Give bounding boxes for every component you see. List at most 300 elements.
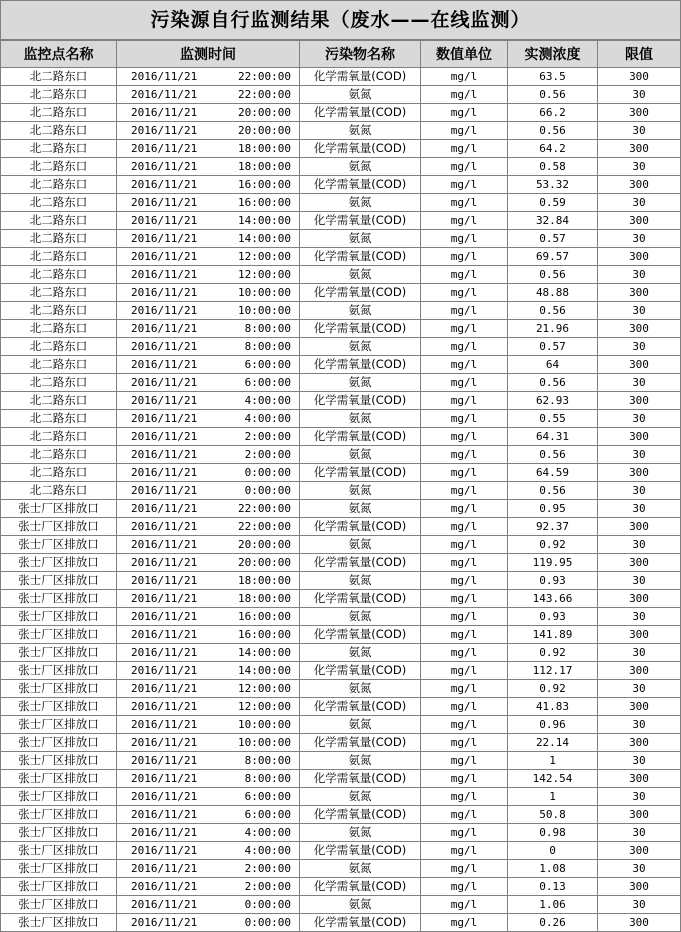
cell-pollutant: 氨氮 bbox=[300, 266, 421, 284]
cell-clock: 12:00:00 bbox=[238, 268, 291, 281]
cell-date: 2016/11/21 bbox=[131, 520, 198, 533]
cell-pollutant: 化学需氧量(COD) bbox=[300, 842, 421, 860]
table-row bbox=[1, 788, 681, 806]
cell-value: 143.66 bbox=[508, 590, 598, 608]
cell-unit: mg/l bbox=[421, 140, 508, 158]
cell-unit: mg/l bbox=[421, 230, 508, 248]
cell-value: 0.92 bbox=[508, 644, 598, 662]
cell-limit: 300 bbox=[598, 176, 681, 194]
cell-time bbox=[117, 104, 300, 122]
cell-limit: 300 bbox=[598, 662, 681, 680]
cell-site: 张士厂区排放口 bbox=[1, 878, 117, 896]
cell-date: 2016/11/21 bbox=[131, 286, 198, 299]
cell-clock: 20:00:00 bbox=[238, 556, 291, 569]
cell-pollutant: 化学需氧量(COD) bbox=[300, 518, 421, 536]
cell-clock: 2:00:00 bbox=[244, 862, 291, 875]
cell-site: 张士厂区排放口 bbox=[1, 716, 117, 734]
cell-time bbox=[117, 644, 300, 662]
cell-limit: 300 bbox=[598, 68, 681, 86]
cell-value: 0.56 bbox=[508, 86, 598, 104]
cell-pollutant: 氨氮 bbox=[300, 824, 421, 842]
cell-value: 50.8 bbox=[508, 806, 598, 824]
cell-pollutant: 化学需氧量(COD) bbox=[300, 176, 421, 194]
cell-value: 66.2 bbox=[508, 104, 598, 122]
cell-limit: 30 bbox=[598, 752, 681, 770]
cell-limit: 300 bbox=[598, 626, 681, 644]
cell-value: 0.58 bbox=[508, 158, 598, 176]
table-row bbox=[1, 464, 681, 482]
cell-site: 北二路东口 bbox=[1, 140, 117, 158]
cell-date: 2016/11/21 bbox=[131, 250, 198, 263]
cell-value: 0.13 bbox=[508, 878, 598, 896]
cell-site: 张士厂区排放口 bbox=[1, 770, 117, 788]
cell-unit: mg/l bbox=[421, 680, 508, 698]
cell-unit: mg/l bbox=[421, 176, 508, 194]
table-row bbox=[1, 302, 681, 320]
table-row bbox=[1, 644, 681, 662]
cell-site: 张士厂区排放口 bbox=[1, 590, 117, 608]
table-row bbox=[1, 374, 681, 392]
cell-unit: mg/l bbox=[421, 446, 508, 464]
cell-limit: 30 bbox=[598, 410, 681, 428]
cell-pollutant: 氨氮 bbox=[300, 482, 421, 500]
cell-date: 2016/11/21 bbox=[131, 304, 198, 317]
cell-clock: 14:00:00 bbox=[238, 664, 291, 677]
cell-pollutant: 氨氮 bbox=[300, 338, 421, 356]
cell-unit: mg/l bbox=[421, 194, 508, 212]
cell-value: 141.89 bbox=[508, 626, 598, 644]
cell-time bbox=[117, 482, 300, 500]
table-row bbox=[1, 410, 681, 428]
cell-clock: 12:00:00 bbox=[238, 250, 291, 263]
cell-date: 2016/11/21 bbox=[131, 358, 198, 371]
cell-value: 21.96 bbox=[508, 320, 598, 338]
cell-value: 0.56 bbox=[508, 446, 598, 464]
cell-limit: 300 bbox=[598, 392, 681, 410]
cell-clock: 18:00:00 bbox=[238, 574, 291, 587]
cell-value: 0.95 bbox=[508, 500, 598, 518]
cell-unit: mg/l bbox=[421, 608, 508, 626]
cell-limit: 30 bbox=[598, 194, 681, 212]
cell-limit: 300 bbox=[598, 842, 681, 860]
cell-time bbox=[117, 716, 300, 734]
table-row bbox=[1, 230, 681, 248]
cell-unit: mg/l bbox=[421, 518, 508, 536]
cell-clock: 16:00:00 bbox=[238, 196, 291, 209]
cell-pollutant: 氨氮 bbox=[300, 536, 421, 554]
cell-time bbox=[117, 86, 300, 104]
cell-clock: 12:00:00 bbox=[238, 700, 291, 713]
cell-clock: 14:00:00 bbox=[238, 232, 291, 245]
cell-limit: 30 bbox=[598, 680, 681, 698]
table-row bbox=[1, 266, 681, 284]
cell-clock: 8:00:00 bbox=[244, 772, 291, 785]
cell-clock: 18:00:00 bbox=[238, 142, 291, 155]
cell-unit: mg/l bbox=[421, 572, 508, 590]
cell-limit: 30 bbox=[598, 302, 681, 320]
cell-time bbox=[117, 410, 300, 428]
cell-pollutant: 化学需氧量(COD) bbox=[300, 392, 421, 410]
cell-clock: 16:00:00 bbox=[238, 178, 291, 191]
cell-unit: mg/l bbox=[421, 410, 508, 428]
cell-value: 0 bbox=[508, 842, 598, 860]
cell-clock: 14:00:00 bbox=[238, 214, 291, 227]
col-header-pollutant: 污染物名称 bbox=[300, 41, 421, 68]
table-row bbox=[1, 248, 681, 266]
cell-limit: 300 bbox=[598, 140, 681, 158]
cell-time bbox=[117, 518, 300, 536]
cell-date: 2016/11/21 bbox=[131, 574, 198, 587]
cell-clock: 2:00:00 bbox=[244, 880, 291, 893]
cell-pollutant: 化学需氧量(COD) bbox=[300, 68, 421, 86]
cell-site: 北二路东口 bbox=[1, 230, 117, 248]
cell-date: 2016/11/21 bbox=[131, 628, 198, 641]
cell-unit: mg/l bbox=[421, 788, 508, 806]
cell-site: 张士厂区排放口 bbox=[1, 608, 117, 626]
cell-date: 2016/11/21 bbox=[131, 862, 198, 875]
cell-site: 张士厂区排放口 bbox=[1, 788, 117, 806]
cell-unit: mg/l bbox=[421, 644, 508, 662]
cell-time bbox=[117, 428, 300, 446]
table-row bbox=[1, 896, 681, 914]
cell-date: 2016/11/21 bbox=[131, 214, 198, 227]
cell-value: 22.14 bbox=[508, 734, 598, 752]
cell-date: 2016/11/21 bbox=[131, 88, 198, 101]
cell-pollutant: 化学需氧量(COD) bbox=[300, 464, 421, 482]
cell-unit: mg/l bbox=[421, 284, 508, 302]
cell-clock: 4:00:00 bbox=[244, 412, 291, 425]
cell-date: 2016/11/21 bbox=[131, 682, 198, 695]
cell-time bbox=[117, 572, 300, 590]
cell-value: 0.26 bbox=[508, 914, 598, 932]
cell-limit: 30 bbox=[598, 716, 681, 734]
cell-date: 2016/11/21 bbox=[131, 430, 198, 443]
cell-date: 2016/11/21 bbox=[131, 412, 198, 425]
cell-pollutant: 氨氮 bbox=[300, 122, 421, 140]
cell-date: 2016/11/21 bbox=[131, 340, 198, 353]
cell-date: 2016/11/21 bbox=[131, 124, 198, 137]
cell-time bbox=[117, 914, 300, 932]
cell-value: 0.57 bbox=[508, 230, 598, 248]
table-row bbox=[1, 194, 681, 212]
table-row bbox=[1, 536, 681, 554]
cell-pollutant: 化学需氧量(COD) bbox=[300, 284, 421, 302]
cell-limit: 300 bbox=[598, 878, 681, 896]
cell-unit: mg/l bbox=[421, 662, 508, 680]
cell-clock: 12:00:00 bbox=[238, 682, 291, 695]
cell-site: 张士厂区排放口 bbox=[1, 824, 117, 842]
table-row bbox=[1, 104, 681, 122]
cell-pollutant: 氨氮 bbox=[300, 896, 421, 914]
cell-limit: 300 bbox=[598, 698, 681, 716]
cell-clock: 10:00:00 bbox=[238, 718, 291, 731]
cell-site: 北二路东口 bbox=[1, 428, 117, 446]
cell-value: 0.56 bbox=[508, 482, 598, 500]
cell-clock: 22:00:00 bbox=[238, 88, 291, 101]
cell-limit: 300 bbox=[598, 320, 681, 338]
table-row bbox=[1, 590, 681, 608]
cell-pollutant: 氨氮 bbox=[300, 788, 421, 806]
cell-pollutant: 化学需氧量(COD) bbox=[300, 590, 421, 608]
cell-site: 张士厂区排放口 bbox=[1, 680, 117, 698]
cell-limit: 30 bbox=[598, 266, 681, 284]
cell-limit: 30 bbox=[598, 644, 681, 662]
cell-date: 2016/11/21 bbox=[131, 736, 198, 749]
cell-unit: mg/l bbox=[421, 770, 508, 788]
cell-site: 北二路东口 bbox=[1, 374, 117, 392]
cell-site: 北二路东口 bbox=[1, 104, 117, 122]
cell-value: 1.08 bbox=[508, 860, 598, 878]
cell-clock: 4:00:00 bbox=[244, 844, 291, 857]
cell-value: 69.57 bbox=[508, 248, 598, 266]
cell-value: 64.2 bbox=[508, 140, 598, 158]
cell-site: 张士厂区排放口 bbox=[1, 662, 117, 680]
cell-time bbox=[117, 374, 300, 392]
cell-value: 0.98 bbox=[508, 824, 598, 842]
cell-date: 2016/11/21 bbox=[131, 160, 198, 173]
cell-time bbox=[117, 284, 300, 302]
cell-time bbox=[117, 68, 300, 86]
cell-clock: 10:00:00 bbox=[238, 304, 291, 317]
cell-value: 1.06 bbox=[508, 896, 598, 914]
cell-clock: 0:00:00 bbox=[244, 916, 291, 929]
cell-clock: 6:00:00 bbox=[244, 808, 291, 821]
cell-value: 0.55 bbox=[508, 410, 598, 428]
cell-date: 2016/11/21 bbox=[131, 808, 198, 821]
cell-limit: 30 bbox=[598, 86, 681, 104]
cell-time bbox=[117, 356, 300, 374]
cell-site: 张士厂区排放口 bbox=[1, 896, 117, 914]
cell-date: 2016/11/21 bbox=[131, 592, 198, 605]
cell-pollutant: 化学需氧量(COD) bbox=[300, 914, 421, 932]
cell-pollutant: 化学需氧量(COD) bbox=[300, 428, 421, 446]
cell-value: 92.37 bbox=[508, 518, 598, 536]
cell-date: 2016/11/21 bbox=[131, 178, 198, 191]
cell-limit: 300 bbox=[598, 806, 681, 824]
table-row bbox=[1, 860, 681, 878]
cell-site: 北二路东口 bbox=[1, 464, 117, 482]
cell-value: 0.56 bbox=[508, 302, 598, 320]
cell-time bbox=[117, 176, 300, 194]
cell-limit: 30 bbox=[598, 158, 681, 176]
cell-pollutant: 化学需氧量(COD) bbox=[300, 770, 421, 788]
cell-date: 2016/11/21 bbox=[131, 880, 198, 893]
cell-pollutant: 氨氮 bbox=[300, 500, 421, 518]
cell-unit: mg/l bbox=[421, 86, 508, 104]
cell-time bbox=[117, 860, 300, 878]
cell-time bbox=[117, 770, 300, 788]
cell-date: 2016/11/21 bbox=[131, 232, 198, 245]
cell-date: 2016/11/21 bbox=[131, 610, 198, 623]
cell-unit: mg/l bbox=[421, 464, 508, 482]
cell-value: 0.93 bbox=[508, 608, 598, 626]
cell-value: 119.95 bbox=[508, 554, 598, 572]
cell-clock: 22:00:00 bbox=[238, 520, 291, 533]
cell-site: 张士厂区排放口 bbox=[1, 914, 117, 932]
cell-time bbox=[117, 734, 300, 752]
cell-value: 0.92 bbox=[508, 680, 598, 698]
cell-site: 北二路东口 bbox=[1, 176, 117, 194]
cell-site: 张士厂区排放口 bbox=[1, 500, 117, 518]
cell-clock: 22:00:00 bbox=[238, 70, 291, 83]
cell-site: 北二路东口 bbox=[1, 68, 117, 86]
table-row bbox=[1, 482, 681, 500]
cell-clock: 4:00:00 bbox=[244, 394, 291, 407]
cell-clock: 16:00:00 bbox=[238, 610, 291, 623]
cell-pollutant: 化学需氧量(COD) bbox=[300, 104, 421, 122]
table-row bbox=[1, 608, 681, 626]
table-row bbox=[1, 356, 681, 374]
cell-date: 2016/11/21 bbox=[131, 754, 198, 767]
cell-unit: mg/l bbox=[421, 590, 508, 608]
cell-limit: 300 bbox=[598, 554, 681, 572]
cell-value: 0.93 bbox=[508, 572, 598, 590]
cell-site: 张士厂区排放口 bbox=[1, 752, 117, 770]
table-row bbox=[1, 698, 681, 716]
cell-site: 北二路东口 bbox=[1, 482, 117, 500]
cell-pollutant: 化学需氧量(COD) bbox=[300, 878, 421, 896]
cell-date: 2016/11/21 bbox=[131, 646, 198, 659]
table-row bbox=[1, 428, 681, 446]
table-row bbox=[1, 122, 681, 140]
cell-value: 48.88 bbox=[508, 284, 598, 302]
cell-pollutant: 氨氮 bbox=[300, 194, 421, 212]
table-row bbox=[1, 716, 681, 734]
cell-limit: 300 bbox=[598, 914, 681, 932]
cell-unit: mg/l bbox=[421, 392, 508, 410]
cell-time bbox=[117, 500, 300, 518]
cell-pollutant: 化学需氧量(COD) bbox=[300, 320, 421, 338]
cell-limit: 30 bbox=[598, 374, 681, 392]
cell-pollutant: 氨氮 bbox=[300, 608, 421, 626]
cell-pollutant: 氨氮 bbox=[300, 752, 421, 770]
cell-pollutant: 化学需氧量(COD) bbox=[300, 248, 421, 266]
cell-clock: 6:00:00 bbox=[244, 358, 291, 371]
col-header-unit: 数值单位 bbox=[421, 41, 508, 68]
cell-limit: 30 bbox=[598, 338, 681, 356]
cell-time bbox=[117, 320, 300, 338]
cell-time bbox=[117, 878, 300, 896]
cell-value: 0.56 bbox=[508, 122, 598, 140]
table-row bbox=[1, 554, 681, 572]
cell-pollutant: 化学需氧量(COD) bbox=[300, 662, 421, 680]
cell-site: 北二路东口 bbox=[1, 446, 117, 464]
cell-time bbox=[117, 266, 300, 284]
cell-date: 2016/11/21 bbox=[131, 916, 198, 929]
table-row bbox=[1, 158, 681, 176]
cell-site: 张士厂区排放口 bbox=[1, 536, 117, 554]
table-row bbox=[1, 392, 681, 410]
cell-limit: 30 bbox=[598, 608, 681, 626]
cell-date: 2016/11/21 bbox=[131, 772, 198, 785]
cell-time bbox=[117, 752, 300, 770]
cell-unit: mg/l bbox=[421, 104, 508, 122]
cell-pollutant: 化学需氧量(COD) bbox=[300, 734, 421, 752]
cell-date: 2016/11/21 bbox=[131, 826, 198, 839]
cell-limit: 300 bbox=[598, 212, 681, 230]
cell-limit: 300 bbox=[598, 104, 681, 122]
cell-site: 北二路东口 bbox=[1, 302, 117, 320]
cell-unit: mg/l bbox=[421, 338, 508, 356]
cell-unit: mg/l bbox=[421, 500, 508, 518]
cell-time bbox=[117, 248, 300, 266]
cell-clock: 10:00:00 bbox=[238, 736, 291, 749]
cell-site: 张士厂区排放口 bbox=[1, 554, 117, 572]
cell-clock: 2:00:00 bbox=[244, 448, 291, 461]
cell-pollutant: 氨氮 bbox=[300, 572, 421, 590]
cell-site: 张士厂区排放口 bbox=[1, 734, 117, 752]
cell-value: 0.59 bbox=[508, 194, 598, 212]
cell-pollutant: 氨氮 bbox=[300, 86, 421, 104]
cell-site: 北二路东口 bbox=[1, 320, 117, 338]
cell-time bbox=[117, 608, 300, 626]
cell-unit: mg/l bbox=[421, 374, 508, 392]
cell-site: 北二路东口 bbox=[1, 158, 117, 176]
cell-site: 北二路东口 bbox=[1, 338, 117, 356]
col-header-limit: 限值 bbox=[598, 41, 681, 68]
cell-time bbox=[117, 392, 300, 410]
table-row bbox=[1, 320, 681, 338]
cell-pollutant: 氨氮 bbox=[300, 158, 421, 176]
cell-limit: 30 bbox=[598, 230, 681, 248]
cell-pollutant: 化学需氧量(COD) bbox=[300, 356, 421, 374]
cell-date: 2016/11/21 bbox=[131, 142, 198, 155]
cell-time bbox=[117, 896, 300, 914]
cell-clock: 8:00:00 bbox=[244, 340, 291, 353]
table-row bbox=[1, 500, 681, 518]
table-row bbox=[1, 770, 681, 788]
cell-clock: 4:00:00 bbox=[244, 826, 291, 839]
cell-clock: 14:00:00 bbox=[238, 646, 291, 659]
cell-unit: mg/l bbox=[421, 122, 508, 140]
table-row bbox=[1, 734, 681, 752]
table-row bbox=[1, 680, 681, 698]
table-row bbox=[1, 752, 681, 770]
cell-value: 32.84 bbox=[508, 212, 598, 230]
cell-date: 2016/11/21 bbox=[131, 268, 198, 281]
col-header-site: 监控点名称 bbox=[1, 41, 117, 68]
col-header-time: 监测时间 bbox=[117, 41, 300, 68]
cell-unit: mg/l bbox=[421, 158, 508, 176]
cell-time bbox=[117, 194, 300, 212]
cell-site: 张士厂区排放口 bbox=[1, 626, 117, 644]
cell-value: 1 bbox=[508, 788, 598, 806]
cell-limit: 300 bbox=[598, 248, 681, 266]
cell-pollutant: 氨氮 bbox=[300, 680, 421, 698]
cell-site: 北二路东口 bbox=[1, 122, 117, 140]
cell-limit: 30 bbox=[598, 824, 681, 842]
cell-value: 62.93 bbox=[508, 392, 598, 410]
cell-site: 北二路东口 bbox=[1, 266, 117, 284]
cell-value: 0.96 bbox=[508, 716, 598, 734]
cell-clock: 6:00:00 bbox=[244, 790, 291, 803]
cell-limit: 30 bbox=[598, 122, 681, 140]
cell-pollutant: 化学需氧量(COD) bbox=[300, 698, 421, 716]
cell-unit: mg/l bbox=[421, 626, 508, 644]
cell-limit: 300 bbox=[598, 770, 681, 788]
cell-value: 112.17 bbox=[508, 662, 598, 680]
cell-limit: 300 bbox=[598, 356, 681, 374]
cell-time bbox=[117, 788, 300, 806]
cell-unit: mg/l bbox=[421, 734, 508, 752]
cell-date: 2016/11/21 bbox=[131, 664, 198, 677]
table-row bbox=[1, 572, 681, 590]
cell-clock: 6:00:00 bbox=[244, 376, 291, 389]
cell-pollutant: 化学需氧量(COD) bbox=[300, 806, 421, 824]
cell-site: 张士厂区排放口 bbox=[1, 572, 117, 590]
cell-clock: 0:00:00 bbox=[244, 466, 291, 479]
cell-pollutant: 氨氮 bbox=[300, 302, 421, 320]
